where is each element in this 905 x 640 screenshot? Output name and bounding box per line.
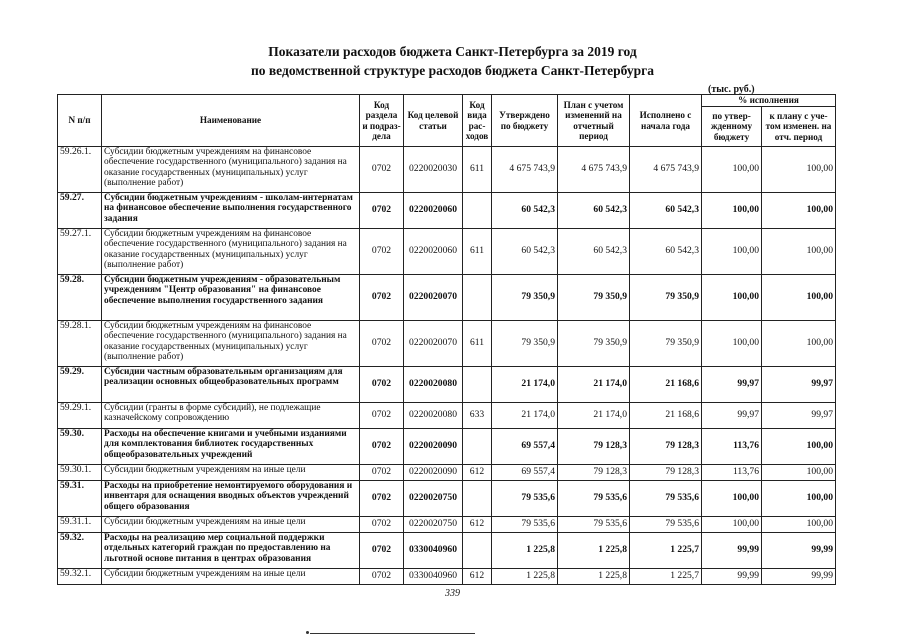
row-name: Субсидии бюджетным учреждениям на иные цели — [102, 517, 360, 533]
row-done: 79 128,3 — [630, 429, 702, 465]
row-number: 59.32.1. — [58, 569, 102, 585]
row-pct-approved: 100,00 — [702, 481, 762, 517]
row-done: 1 225,7 — [630, 533, 702, 569]
row-plan: 21 174,0 — [558, 367, 630, 403]
row-pct-plan: 100,00 — [762, 517, 836, 533]
row-done: 60 542,3 — [630, 229, 702, 275]
table-body — [58, 147, 836, 585]
row-pct-plan: 99,99 — [762, 533, 836, 569]
row-plan: 4 675 743,9 — [558, 147, 630, 193]
table-row — [58, 147, 836, 193]
row-number: 59.26.1. — [58, 147, 102, 193]
row-pct-approved: 99,97 — [702, 403, 762, 429]
row-name: Субсидии бюджетным учреждениям на финансовое обеспечение государственного (муниципального) задания на оказание государственных (муниципальных) услуг (выполнение работ) — [102, 321, 360, 367]
row-done: 60 542,3 — [630, 193, 702, 229]
row-approved: 21 174,0 — [492, 403, 558, 429]
row-target-code: 0220020060 — [404, 229, 463, 275]
row-approved: 60 542,3 — [492, 229, 558, 275]
row-number: 59.29.1. — [58, 403, 102, 429]
row-approved: 4 675 743,9 — [492, 147, 558, 193]
row-name: Субсидии бюджетным учреждениям на иные цели — [102, 569, 360, 585]
row-target-code: 0330040960 — [404, 533, 463, 569]
row-pct-approved: 113,76 — [702, 429, 762, 465]
footer-dot — [306, 631, 309, 634]
row-pct-approved: 100,00 — [702, 147, 762, 193]
row-pct-plan: 100,00 — [762, 193, 836, 229]
row-done: 79 535,6 — [630, 481, 702, 517]
units-label: (тыс. руб.) — [708, 84, 755, 95]
row-section-code: 0702 — [360, 481, 404, 517]
row-pct-plan: 99,97 — [762, 367, 836, 403]
header-pct-plan: к плану с уче-том изменен. на отч. период — [762, 107, 836, 147]
row-number: 59.27.1. — [58, 229, 102, 275]
row-target-code: 0220020090 — [404, 429, 463, 465]
row-section-code: 0702 — [360, 193, 404, 229]
table-row — [58, 229, 836, 275]
row-approved: 69 557,4 — [492, 429, 558, 465]
header-name: Наименование — [102, 95, 360, 147]
row-plan: 79 128,3 — [558, 429, 630, 465]
row-section-code: 0702 — [360, 517, 404, 533]
header-plan: План с учетом изменений на отчетный период — [558, 95, 630, 147]
row-plan: 79 535,6 — [558, 517, 630, 533]
row-approved: 69 557,4 — [492, 465, 558, 481]
row-plan: 1 225,8 — [558, 569, 630, 585]
row-type-code: 612 — [463, 465, 492, 481]
row-type-code — [463, 533, 492, 569]
row-target-code: 0220020060 — [404, 193, 463, 229]
row-type-code: 612 — [463, 569, 492, 585]
row-type-code: 633 — [463, 403, 492, 429]
row-pct-approved: 100,00 — [702, 321, 762, 367]
row-type-code — [463, 193, 492, 229]
table-row — [58, 533, 836, 569]
row-number: 59.30. — [58, 429, 102, 465]
row-plan: 1 225,8 — [558, 533, 630, 569]
table-row — [58, 367, 836, 403]
row-done: 21 168,6 — [630, 367, 702, 403]
row-plan: 79 350,9 — [558, 321, 630, 367]
row-target-code: 0220020070 — [404, 321, 463, 367]
table-row — [58, 517, 836, 533]
row-pct-approved: 113,76 — [702, 465, 762, 481]
row-name: Субсидии бюджетным учреждениям - школам-интернатам на финансовое обеспечение выполнения государственного задания — [102, 193, 360, 229]
row-target-code: 0330040960 — [404, 569, 463, 585]
row-name: Субсидии частным образовательным организациям для реализации основных общеобразовательных программ — [102, 367, 360, 403]
row-section-code: 0702 — [360, 533, 404, 569]
row-pct-approved: 100,00 — [702, 229, 762, 275]
row-name: Расходы на приобретение немонтируемого оборудования и инвентаря для оснащения вводных объектов учреждений общего образования — [102, 481, 360, 517]
row-number: 59.30.1. — [58, 465, 102, 481]
row-type-code: 612 — [463, 517, 492, 533]
row-section-code: 0702 — [360, 569, 404, 585]
table-row — [58, 465, 836, 481]
row-approved: 79 350,9 — [492, 275, 558, 321]
header-num: N п/п — [58, 95, 102, 147]
row-pct-approved: 99,99 — [702, 569, 762, 585]
row-section-code: 0702 — [360, 429, 404, 465]
row-name: Расходы на реализацию мер социальной поддержки отдельных категорий граждан по предоставлению на льготной основе питания в центрах образования — [102, 533, 360, 569]
table-row — [58, 481, 836, 517]
row-approved: 79 535,6 — [492, 481, 558, 517]
row-done: 79 350,9 — [630, 275, 702, 321]
page-title-line-1: Показатели расходов бюджета Санкт-Петербурга за 2019 год — [268, 44, 637, 59]
row-number: 59.27. — [58, 193, 102, 229]
row-done: 79 535,6 — [630, 517, 702, 533]
page-title-line-2: по ведомственной структуре расходов бюджета Санкт-Петербурга — [250, 63, 655, 78]
header-pct-group: % исполнения — [702, 95, 836, 107]
header-type-code: Код вида рас-ходов — [463, 95, 492, 147]
row-section-code: 0702 — [360, 229, 404, 275]
header-pct-approved: по утвер-жденному бюджету — [702, 107, 762, 147]
footer-line — [310, 633, 475, 634]
header-done: Исполнено с начала года — [630, 95, 702, 147]
row-number: 59.28.1. — [58, 321, 102, 367]
table-row — [58, 275, 836, 321]
row-name: Субсидии (гранты в форме субсидий), не подлежащие казначейскому сопровождению — [102, 403, 360, 429]
row-done: 79 128,3 — [630, 465, 702, 481]
page-number: 339 — [445, 588, 460, 599]
row-approved: 21 174,0 — [492, 367, 558, 403]
row-pct-plan: 100,00 — [762, 275, 836, 321]
header-approved: Утверждено по бюджету — [492, 95, 558, 147]
row-name: Расходы на обеспечение книгами и учебными изданиями для комплектования библиотек государственных общеобразовательных учреждений — [102, 429, 360, 465]
row-number: 59.32. — [58, 533, 102, 569]
table-row — [58, 321, 836, 367]
row-name: Субсидии бюджетным учреждениям на финансовое обеспечение государственного (муниципального) задания на оказание государственных (муниципальных) услуг (выполнение работ) — [102, 147, 360, 193]
row-type-code: 611 — [463, 321, 492, 367]
row-done: 1 225,7 — [630, 569, 702, 585]
row-done: 21 168,6 — [630, 403, 702, 429]
row-plan: 79 350,9 — [558, 275, 630, 321]
row-target-code: 0220020750 — [404, 481, 463, 517]
row-type-code — [463, 429, 492, 465]
row-target-code: 0220020750 — [404, 517, 463, 533]
row-target-code: 0220020080 — [404, 403, 463, 429]
row-number: 59.29. — [58, 367, 102, 403]
row-type-code — [463, 367, 492, 403]
row-pct-approved: 100,00 — [702, 193, 762, 229]
row-approved: 79 350,9 — [492, 321, 558, 367]
row-number: 59.31.1. — [58, 517, 102, 533]
row-done: 79 350,9 — [630, 321, 702, 367]
budget-table — [57, 94, 836, 585]
row-section-code: 0702 — [360, 403, 404, 429]
row-section-code: 0702 — [360, 147, 404, 193]
row-number: 59.28. — [58, 275, 102, 321]
row-target-code: 0220020080 — [404, 367, 463, 403]
row-target-code: 0220020070 — [404, 275, 463, 321]
row-type-code: 611 — [463, 147, 492, 193]
table-row — [58, 403, 836, 429]
row-pct-plan: 100,00 — [762, 465, 836, 481]
row-done: 4 675 743,9 — [630, 147, 702, 193]
row-section-code: 0702 — [360, 367, 404, 403]
row-type-code: 611 — [463, 229, 492, 275]
row-pct-plan: 100,00 — [762, 481, 836, 517]
row-pct-plan: 99,97 — [762, 403, 836, 429]
header-target-code: Код целевой статьи — [404, 95, 463, 147]
row-pct-plan: 100,00 — [762, 229, 836, 275]
row-approved: 1 225,8 — [492, 533, 558, 569]
row-approved: 60 542,3 — [492, 193, 558, 229]
row-plan: 79 128,3 — [558, 465, 630, 481]
row-type-code — [463, 275, 492, 321]
row-plan: 60 542,3 — [558, 229, 630, 275]
row-target-code: 0220020090 — [404, 465, 463, 481]
row-section-code: 0702 — [360, 465, 404, 481]
row-name: Субсидии бюджетным учреждениям на финансовое обеспечение государственного (муниципального) задания на оказание государственных (муниципальных) услуг (выполнение работ) — [102, 229, 360, 275]
row-plan: 79 535,6 — [558, 481, 630, 517]
row-target-code: 0220020030 — [404, 147, 463, 193]
row-type-code — [463, 481, 492, 517]
row-pct-plan: 100,00 — [762, 147, 836, 193]
row-pct-plan: 100,00 — [762, 321, 836, 367]
row-pct-plan: 99,99 — [762, 569, 836, 585]
row-pct-approved: 100,00 — [702, 275, 762, 321]
row-pct-approved: 99,99 — [702, 533, 762, 569]
row-pct-plan: 100,00 — [762, 429, 836, 465]
row-plan: 21 174,0 — [558, 403, 630, 429]
row-name: Субсидии бюджетным учреждениям на иные цели — [102, 465, 360, 481]
row-pct-approved: 100,00 — [702, 517, 762, 533]
table-row — [58, 569, 836, 585]
row-number: 59.31. — [58, 481, 102, 517]
row-approved: 79 535,6 — [492, 517, 558, 533]
row-section-code: 0702 — [360, 321, 404, 367]
header-section-code: Код раздела и подраз-дела — [360, 95, 404, 147]
row-section-code: 0702 — [360, 275, 404, 321]
table-row — [58, 193, 836, 229]
row-plan: 60 542,3 — [558, 193, 630, 229]
row-approved: 1 225,8 — [492, 569, 558, 585]
table-row — [58, 429, 836, 465]
row-pct-approved: 99,97 — [702, 367, 762, 403]
row-name: Субсидии бюджетным учреждениям - образовательным учреждениям "Центр образования" на финансовое обеспечение выполнения государственного задания — [102, 275, 360, 321]
